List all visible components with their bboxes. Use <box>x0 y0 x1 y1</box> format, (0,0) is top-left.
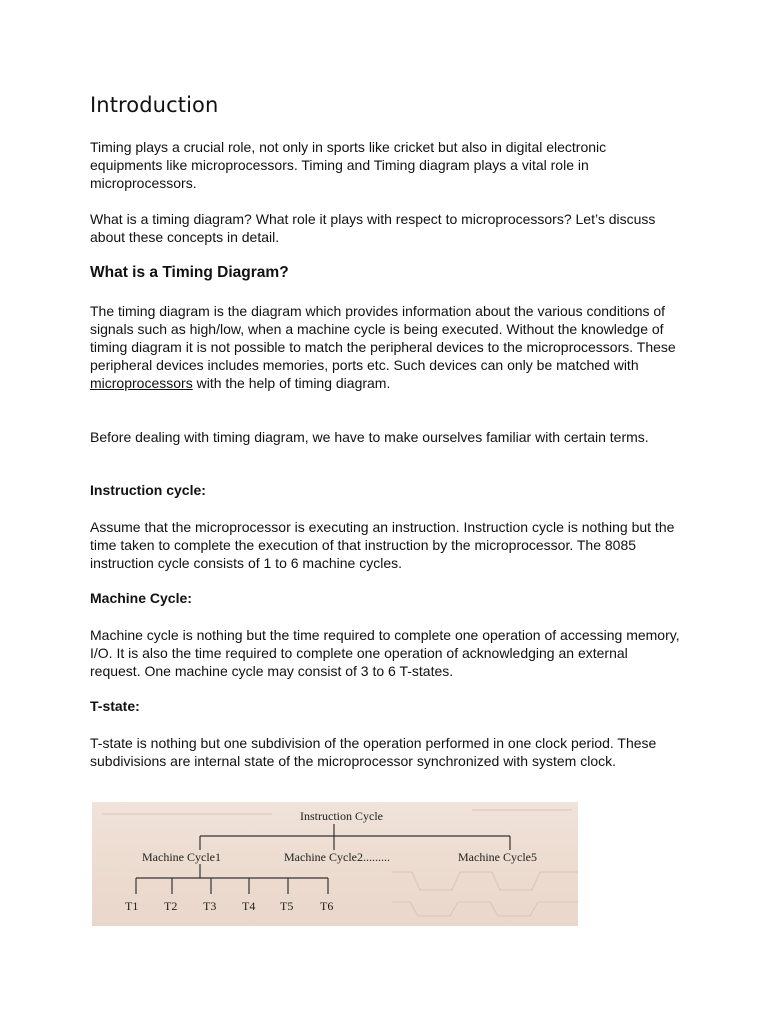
intro-paragraph-1: Timing plays a crucial role, not only in sports like cricket but also in digital electronic equipments like microprocessors. Timing and Timing diagram plays a vital role in microprocessors. <box>90 139 607 191</box>
t-state-1-label: T1 <box>125 899 139 913</box>
timing-paragraph-1-text-b: with the help of timing diagram. <box>192 375 391 391</box>
t-state-2-label: T2 <box>164 899 178 913</box>
machine-cycle-heading: Machine Cycle: <box>90 590 192 606</box>
tstate-text: T-state is nothing but one subdivision of the operation performed in one clock period. These subdivisions are internal state of the microprocessor synchronized with system clock. <box>90 735 657 769</box>
tstate-heading: T-state: <box>90 698 140 714</box>
diagram-svg <box>92 802 578 926</box>
timing-paragraph-1-text-a: The timing diagram is the diagram which provides information about the various conditions of signals such as high/low, when a machine cycle is being executed. Without the knowledge of timing diagram it is not possible to match the peripheral devices to the microprocessors. These peripheral devices includes memories, ports etc. Such devices can only be matched with <box>90 303 676 373</box>
t-state-6-label: T6 <box>320 899 334 913</box>
instruction-cycle-heading: Instruction cycle: <box>90 482 206 498</box>
machine-cycle-text: Machine cycle is nothing but the time required to complete one operation of accessing memory, I/O. It is also the time required to complete one operation of acknowledging an external request. One machine cycle may consist of 3 to 6 T-states. <box>90 627 680 679</box>
t-state-3-label: T3 <box>203 899 217 913</box>
timing-paragraph-2: Before dealing with timing diagram, we have to make ourselves familiar with certain terms. <box>90 429 649 445</box>
timing-paragraph-1 <box>90 302 680 392</box>
intro-paragraph-2: What is a timing diagram? What role it plays with respect to microprocessors? Let’s discuss about these concepts in detail. <box>90 211 656 245</box>
instruction-cycle-diagram <box>92 802 578 926</box>
machine-cycle-1-label: Machine Cycle1 <box>142 850 221 864</box>
machine-cycle-5-label: Machine Cycle5 <box>458 850 537 864</box>
instruction-cycle-label: Instruction Cycle <box>300 809 383 823</box>
microprocessors-link[interactable]: microprocessors <box>90 375 193 391</box>
instruction-cycle-text: Assume that the microprocessor is executing an instruction. Instruction cycle is nothing but the time taken to complete the execution of that instruction by the microprocessor. The 8085 instruction cycle consists of 1 to 6 machine cycles. <box>90 519 675 571</box>
machine-cycle-2-label: Machine Cycle2......... <box>284 850 390 864</box>
t-state-5-label: T5 <box>280 899 294 913</box>
t-state-4-label: T4 <box>242 899 256 913</box>
section-heading: What is a Timing Diagram? <box>90 264 289 281</box>
page-title: Introduction <box>90 93 219 117</box>
